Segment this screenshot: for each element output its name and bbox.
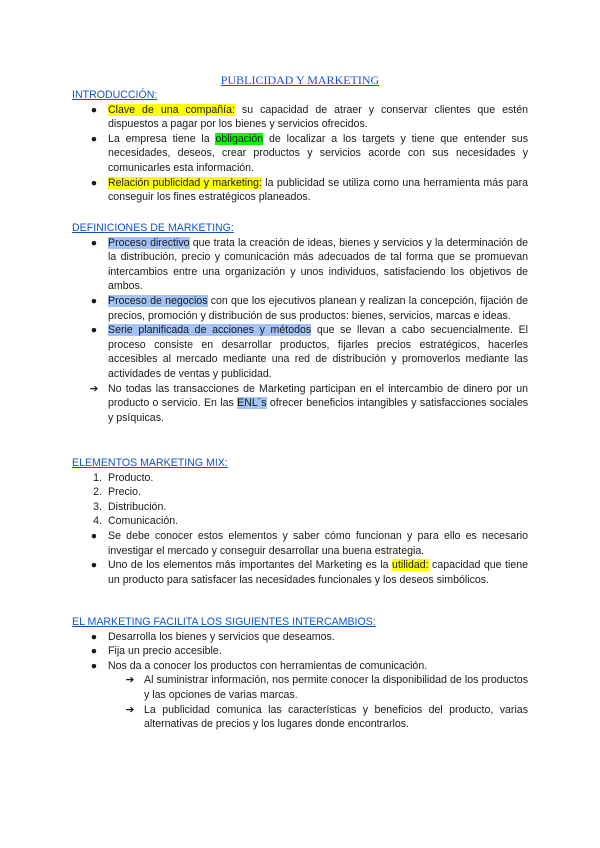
list-item [72,236,528,294]
item-text: capacidad que tiene un producto para satisfacer las necesidades funcionales y los deseos simbólicos. [108,559,528,586]
item-text: La empresa tiene la [108,132,216,145]
highlighted-term: obligación [215,132,264,145]
item-text: Producto. [108,471,154,484]
list-item [72,644,528,659]
section-marketing-mix [72,456,528,587]
item-text: Nos da a conocer los productos con herramientas de comunicación. [108,659,428,672]
highlighted-term: ENL´s [237,397,267,410]
item-text: que se llevan a cabo secuencialmente. El proceso consiste en desarrollar productos, fijarles precios estratégicos, hacerles accesibles al mercado mediante una red de distribución y promoverlos mediante las actividades de ventas y publicidad. [108,324,529,380]
item-text: La publicidad comunica las características y beneficios del producto, varias alternativas de precios y los lugares donde encontrarlos. [144,703,528,731]
section-heading: ELEMENTOS MARKETING MIX: [72,457,228,469]
section-heading: INTRODUCCIÓN: [72,89,158,101]
highlighted-term: utilidad: [392,559,429,572]
item-number: 2. [93,486,102,499]
bullet-list [72,529,528,587]
bullet-icon: ● [90,559,98,572]
list-item [72,382,528,426]
arrow-icon: ➔ [125,674,135,687]
bullet-list [72,630,528,732]
item-text: con que los ejecutivos planean y realizan la concepción, fijación de precios, promoción y distribución de sus productos: bienes, servicios, marcas e ideas. [108,294,528,322]
item-text: Distribución. [108,500,167,513]
highlighted-term: Proceso directivo [108,236,190,249]
bullet-icon: ● [90,132,98,145]
sub-list-item [72,673,528,702]
item-text: Se debe conocer estos elementos y saber cómo funcionan y para ello es necesario investigar el mercado y conseguir desarrollar una buena estrategia. [108,529,528,557]
bullet-list [72,236,528,426]
bullet-icon: ● [90,645,98,658]
list-item [72,529,528,558]
sub-list-item [72,703,528,732]
highlighted-term: Serie planificada de acciones y métodos [108,324,312,337]
item-text: Desarrolla los bienes y servicios que deseamos. [108,630,335,643]
item-text: Precio. [108,486,141,499]
item-text: que trata la creación de ideas, bienes y servicios y la determinación de la distribución, precio y comunicación más adecuados de tal forma que se promuevan intercambios entre una organización y unos individuos, satisfaciendo los objetivos de ambos. [108,236,528,293]
list-item [72,176,528,205]
highlighted-term: Relación publicidad y marketing: [108,176,262,189]
item-text: Fija un precio accesible. [108,645,222,658]
bullet-icon: ● [90,236,98,249]
list-item [72,103,528,132]
bullet-icon: ● [90,659,98,672]
bullet-icon: ● [90,294,98,307]
bullet-icon: ● [90,176,98,189]
item-text: ofrecer beneficios intangibles y satisfacciones sociales y psíquicas. [108,397,529,424]
list-item [72,558,528,587]
list-item [72,630,528,645]
list-item [72,471,528,486]
item-number: 1. [93,471,102,484]
item-text: Comunicación. [108,515,179,528]
list-item [72,500,528,515]
item-text: su capacidad de atraer y conservar clientes que estén dispuestos a pagar por los bienes y servicios ofrecidos. [108,103,528,131]
list-item [72,323,528,381]
bullet-icon: ● [90,324,98,337]
section-intercambios [72,615,528,732]
document-title: PUBLICIDAD Y MARKETING [220,73,380,87]
list-item [72,294,528,323]
section-introduccion [72,88,528,205]
bullet-icon: ● [90,630,98,643]
bullet-list [72,103,528,205]
section-heading: EL MARKETING FACILITA LOS SIGUIENTES INTERCAMBIOS: [72,616,376,628]
item-text: la publicidad se utiliza como una herramienta más para conseguir los fines estratégicos planeados. [108,176,528,204]
item-number: 4. [93,515,102,528]
highlighted-term: Proceso de negocios [108,294,208,307]
item-number: 3. [93,500,102,513]
section-definiciones [72,221,528,425]
highlighted-term: Clave de una compañía: [108,103,235,116]
bullet-icon: ● [90,529,98,542]
item-text: Al suministrar información, nos permite conocer la disponibilidad de los productos y las opciones de varias marcas. [144,674,528,701]
arrow-icon: ➔ [125,703,135,716]
item-text: de localizar a los targets y tiene que entender sus necesidades, deseos, crear productos y servicios acorde con sus necesidades y comunicarles esta información. [108,132,528,174]
list-item [72,514,528,529]
item-text: No todas las transacciones de Marketing participan en el intercambio de dinero por un producto o servicio. En las [108,382,528,410]
list-item [72,485,528,500]
numbered-list [72,471,528,529]
list-item [72,132,528,176]
list-item [72,659,528,674]
section-heading: DEFINICIONES DE MARKETING: [72,222,234,234]
item-text: Uno de los elementos más importantes del Marketing es la [108,559,393,572]
bullet-icon: ● [90,103,98,116]
arrow-icon: ➔ [89,382,99,395]
